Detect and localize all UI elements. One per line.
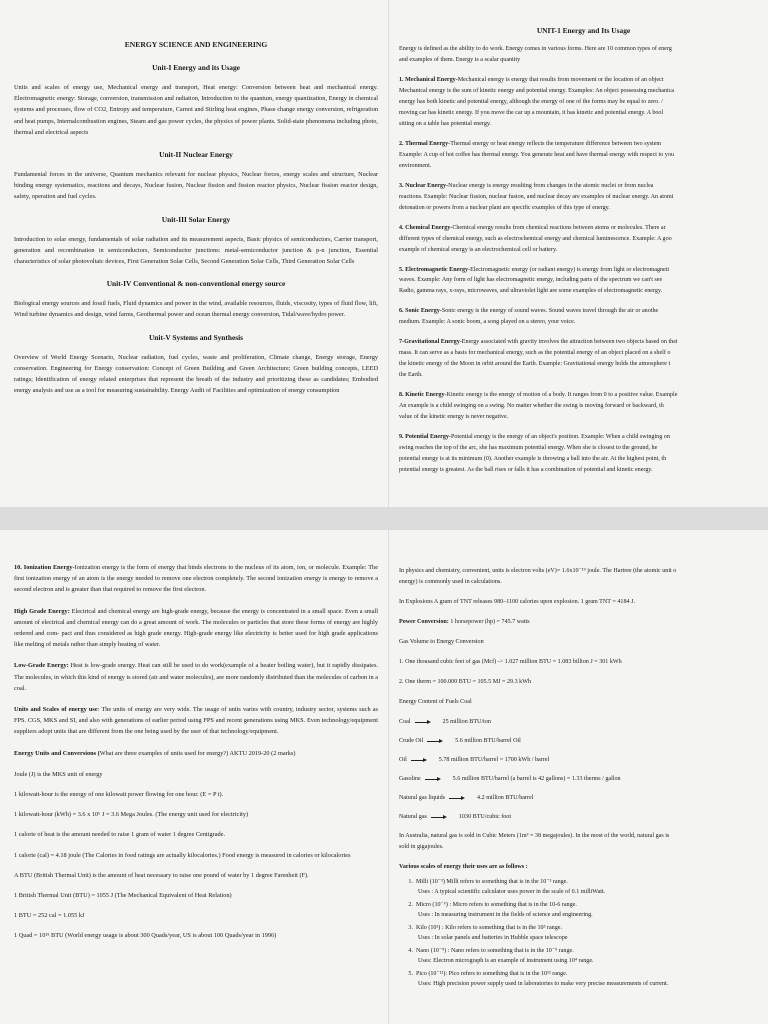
- unit-description: Introduction to solar energy, fundamentals of solar radiation and its measurement aspects, Basic physics of semiconductors, Carrier transport, generation and recombination in semiconductors, Semiconductor junctions: metal-semiconductor junction & p-n junction, Essential characteristics of solar photovoltaic devices, First Generation Solar Cells, Second Generation Solar Cells, Third Generation Solar Cells: [14, 235, 378, 266]
- energy-paragraph: [14, 606, 378, 651]
- fuel-name: Coal: [399, 719, 411, 726]
- energy-type-line: [399, 234, 768, 245]
- energy-type-text: reactions. Example: Nuclear fission, nuclear fusion, and nuclear decay are examples of nuclear energy. An atomi: [399, 193, 674, 200]
- energy-type-line: [399, 337, 768, 348]
- fuel-name: Crude Oil: [399, 738, 424, 745]
- scale-text: Pico (10⁻¹²): Pico refers to something that is in the 10¹² range.: [416, 971, 568, 978]
- energy-type-line: [399, 443, 768, 454]
- energy-type-line: [399, 348, 768, 359]
- scale-use-text: Uses: Electron micrograph is an example of instrument using 10⁴ range.: [418, 957, 594, 964]
- energy-type-line: [399, 275, 768, 286]
- energy-type-line: [399, 108, 768, 119]
- energy-type-text: waves. Example: Any form of light has electromagnetic energy, including parts of the spectrum we can't see: [399, 277, 663, 284]
- power-conversion-value: 1 horsepower (hp) = 745.7 watts: [450, 618, 530, 625]
- energy-type-line: [399, 286, 768, 297]
- energy-type-text: medium. Example: A sonic boom, a song played on a stereo, your voice.: [399, 319, 576, 326]
- energy-type-term: 2. Thermal Energy-: [399, 140, 451, 147]
- scale-use-text: Uses : In solar panels and batteries in Hubble space telescope: [418, 934, 568, 941]
- energy-type-line: [399, 192, 768, 203]
- unit-description: Biological energy sources and fossil fuels, Fluid dynamics and power in the wind, available resources, fluids, viscosity, types of fluid flow, lift, Wind turbine dynamics and design, wind farms, Geothermal power and ocean thermal energy conversion, Tidal/wave/hydro power.: [14, 300, 378, 319]
- fuel-row: [399, 774, 768, 785]
- energy-types-list: [399, 75, 768, 476]
- australia-line: In Australia, natural gas is sold in Cubic Meters (1m³ = 38 megajoules). In the most of the world, natural gas is: [399, 832, 670, 839]
- energy-type-text: mass. It can serve as a basis for mechanical energy, such as the potential energy of an object placed on a shelf o: [399, 350, 671, 357]
- energy-type-line: [399, 370, 768, 381]
- scale-item: [399, 900, 768, 910]
- energy-type-line: [399, 203, 768, 214]
- gas-volume-heading: Gas Volume to Energy Conversion: [399, 638, 484, 645]
- scale-item: [399, 923, 768, 933]
- scale-item: [399, 946, 768, 956]
- fuel-name: Natural gas: [399, 814, 427, 821]
- scale-number: 2.: [408, 901, 413, 908]
- energy-type-term: 5. Electromagnetic Energy-: [399, 266, 471, 273]
- fuel-value: 5.6 million BTU/barrel (a barrel is 42 gallons) = 1.33 therms / gallon: [452, 776, 621, 783]
- energy-type-line: [399, 75, 768, 86]
- energy-type-item: [399, 306, 768, 328]
- gas-conversion-1: 1. One thousand cubic feet of gas (Mcf) -> 1.027 million BTU = 1.083 billion J = 301 kWh: [399, 658, 622, 665]
- energy-types-page: [389, 0, 768, 507]
- conversion-line: 1 calorie of heat is the amount needed to raise 1 gram of water 1 degree Centigrade.: [14, 831, 226, 839]
- energy-type-text: detonation or powers from a nuclear plant are specific examples of this type of energy.: [399, 204, 610, 211]
- energy-type-text: different types of chemical energy, such as electrochemical energy and chemical luminescence. Example: A goo: [399, 235, 672, 242]
- energy-paragraph: [14, 748, 378, 759]
- energy-type-text: moving car has kinetic energy. If you move the car up a mountain, it has kinetic and potential energy. A bool: [399, 109, 664, 116]
- energy-type-line: [399, 265, 768, 276]
- energy-type-line: [399, 245, 768, 256]
- energy-type-text: Potential energy is the energy of an object's position. Example: When a child swinging on: [450, 434, 670, 441]
- energy-type-line: [399, 412, 768, 423]
- scale-text: Milli (10⁻³) Milli refers to something that is in the 10⁻³ range.: [416, 878, 568, 885]
- fuel-row: [399, 812, 768, 823]
- energy-type-item: [399, 139, 768, 172]
- energy-type-text: swing reaches the top of the arc, she has maximum potential energy. When she is closest to the ground, he: [399, 445, 658, 452]
- unit-heading: Unit-II Nuclear Energy: [159, 150, 233, 160]
- ev-line: In physics and chemistry, convenient, units is electron volts (eV)= 1.6x10⁻¹⁹ joule. The Hartree (the atomic unit o: [399, 568, 677, 574]
- arrow-icon: [427, 738, 445, 744]
- energy-type-text: energy has both kinetic and potential energy, although the energy of one of the forms may be equal to zero. /: [399, 98, 663, 105]
- energy-type-term: 7-Gravitational Energy-: [399, 339, 462, 346]
- scale-use-text: Uses : A typical scientific calculator uses power in the scale of 0.1 milliWatt.: [418, 888, 606, 895]
- energy-type-item: [399, 390, 768, 423]
- intro-paragraph: [399, 44, 768, 66]
- energy-scales-list: [399, 877, 768, 989]
- arrow-icon: [411, 757, 429, 763]
- paragraph-text: : The units of energy are very wide. The usage of units varies with country, industry sector, systems such as FPS. CGS, MKS and SI, and also with generations of earlier period using FPS and recent generations using MKS. Even technology/equipment suppliers adopt units that are different from the one being used by the user of that technology/equipment.: [14, 706, 378, 736]
- energy-type-text: Chemical energy results from chemical reactions between atoms or molecules. There ar: [452, 224, 666, 231]
- energy-type-text: the kinetic energy of the Moon in orbit around the Earth. Example: Gravitational energy holds the atmosphere t: [399, 361, 671, 368]
- power-conversion-line: Power Conversion: 1 horsepower (hp) = 745.7 watts: [399, 618, 530, 625]
- paragraph-term: 10. Ionization Energy-: [14, 564, 75, 571]
- energy-type-item: [399, 75, 768, 130]
- energy-type-line: [399, 139, 768, 150]
- scale-use-text: Uses: High precision power supply used in laboratories to make very precise measurements of current.: [418, 981, 669, 988]
- fuel-value: 5.78 million BTU/barrel = 1700 kWh / barrel: [438, 757, 550, 764]
- energy-type-item: [399, 265, 768, 298]
- energy-type-text: Mechanical energy is the sum of kinetic energy and potential energy. Examples: An object possessing mechanica: [399, 87, 675, 94]
- fuel-name: Oil: [399, 757, 407, 764]
- paragraph-term: Low-Grade Energy:: [14, 662, 69, 670]
- gas-conversion-2: 2. One therm = 100.000 BTU = 105.5 MJ = 29.3 kWh: [399, 678, 532, 685]
- scale-text: Nano (10⁻⁹) : Nano refers to something that is in the 10⁻⁹ range.: [416, 947, 574, 954]
- energy-type-line: [399, 454, 768, 465]
- fuel-value: 1030 BTU/cubic foot: [458, 814, 512, 821]
- conversion-line: Joule (J) is the MKS unit of energy: [14, 770, 103, 778]
- paragraph-term: Units and Scales of energy use: [14, 706, 98, 714]
- energy-type-line: [399, 401, 768, 412]
- paragraph-text: Ionization energy is the form of energy that binds electrons to the nucleus of its atom, ion, or molecule. Example: The first ionization energy of an atom is the energy needed to remove one electron completely. The second ionization energy is energy to remove a second electron and is greater than that required to remove the first electron.: [14, 564, 378, 594]
- fuel-value: 5.6 million BTU/barrel Oil: [455, 738, 521, 745]
- energy-type-text: value of the kinetic energy is never negative.: [399, 414, 509, 421]
- unit-description: Units and scales of energy use, Mechanical energy and transport, Heat energy: Conversion between heat and mechanical energy. Electromagnetic energy: Storage, conversion, transmission and radiation, Introduction to the quantum, energy quantization, Energy in chemical systems and processes, flow of CO2, Entropy and temperature, Carnot and Stirling heat engines, Phase change energy conversion, refrigeration and heat pumps, Internalcombustion engines, Steam and gas power cycles, the physics of power plants. Solid-state phenomena including photo, thermal and electrical aspects: [14, 84, 378, 136]
- australia-line: sold in gigajoules.: [399, 843, 444, 850]
- fuel-name: Gasoline: [399, 776, 421, 783]
- energy-type-text: Energy associated with gravity involves the attraction between two objects based on thei: [461, 339, 678, 346]
- fuel-name: Natural gas liquids: [399, 795, 446, 802]
- energy-type-text: Mechanical energy is energy that results from movement or the location of an object: [457, 76, 664, 83]
- intro-line: Energy is defined as the ability to do work. Energy comes in various forms. Here are 10 common types of energ: [399, 46, 672, 52]
- arrow-icon: [449, 795, 467, 801]
- energy-type-term: 9. Potential Energy-: [399, 434, 451, 441]
- energy-type-text: potential energy is greatest. As the ball rises or falls it has a combination of potential and kinetic energy.: [399, 467, 653, 474]
- fuel-content-list: [399, 717, 768, 823]
- unit-heading: Unit-IV Conventional & non-conventional energy source: [106, 279, 286, 289]
- scale-use: [399, 910, 768, 920]
- energy-grades-page: [0, 530, 388, 1024]
- unit-description: Overview of World Energy Scenario, Nuclear radiation, fuel cycles, waste and proliferation, Climate change, Energy storage, Energy conservation. Engineering for Energy conservation: Concept of Green Building and Green Architecture; Green building concepts, LEED ratings; Identification of energy related enterprises that represent the breath of the industry and prioritizing these as candidates; Embodied energy analysis and use as a tool for measuring sustainability. Energy Audit of Facilities and optimization of energy consumption: [14, 353, 378, 395]
- energy-type-line: [399, 223, 768, 234]
- scale-use: [399, 956, 768, 966]
- energy-type-line: [399, 150, 768, 161]
- fuel-content-heading: Energy Content of Fuels Coal: [399, 698, 472, 705]
- energy-type-item: [399, 337, 768, 381]
- energy-type-item: [399, 181, 768, 214]
- syllabus-units: [14, 63, 378, 396]
- scale-number: 3.: [408, 924, 413, 931]
- energy-conversions-page: [389, 530, 768, 1024]
- paragraph-term: High Grade Energy:: [14, 607, 70, 615]
- energy-type-line: [399, 432, 768, 443]
- energy-type-text: sitting on a table has potential energy.: [399, 120, 492, 127]
- unit-heading: Unit-V Systems and Synthesis: [148, 332, 244, 342]
- energy-type-item: [399, 432, 768, 476]
- fuel-row: [399, 717, 768, 728]
- scale-item: [399, 877, 768, 887]
- energy-paragraph: [14, 704, 378, 738]
- energy-type-text: Nuclear energy is energy resulting from changes in the atomic nuclei or from nuclea: [448, 182, 654, 189]
- paragraph-text: What are three examples of units used for energy?) AKTU 2019-20 (2 marks): [99, 749, 296, 757]
- energy-paragraph: [14, 562, 378, 596]
- scale-text: Kilo (10³) : Kilo refers to something that is in the 10³ range.: [416, 924, 562, 931]
- energy-type-line: [399, 86, 768, 97]
- scale-text: Micro (10⁻⁶) : Micro refers to something that is in the 10-6 range.: [416, 901, 577, 908]
- energy-type-text: Radio, gamma rays, x-rays, microwaves, and ultraviolet light are some examples of electromagnetic energy.: [399, 288, 663, 295]
- conversion-line: 1 Quad = 10¹⁵ BTU (World energy usage is about 300 Quads/year, US is about 100 Quads/year in 1996): [14, 932, 277, 940]
- syllabus-page: [0, 0, 388, 507]
- paragraph-text: Heat is low-grade energy. Heat can still be used to do work(example of a heater boiling water), but it rapidly dissipates. The molecules, in which this kind of energy is stored (air and water molecules), are more randomly distributed than the molecules of carbon in a coal.: [14, 662, 379, 692]
- unit-description: Fundamental forces in the universe, Quantum mechanics relevant for nuclear physics, Nuclear forces, energy scales and structure, Nuclear binding energy systematics, reactions and decays, Nuclear fusion, Nuclear fission and fission reactor physics, Nuclear fission reactor design, safety, operation and fuel cycles.: [14, 171, 378, 201]
- energy-type-line: [399, 390, 768, 401]
- arrow-icon: [425, 776, 443, 782]
- energy-type-line: [399, 119, 768, 130]
- document-title: ENERGY SCIENCE AND ENGINEERING: [124, 40, 268, 49]
- fuel-row: [399, 755, 768, 766]
- scale-use: [399, 933, 768, 943]
- energy-type-line: [399, 465, 768, 476]
- energy-type-term: 1. Mechanical Energy-: [399, 76, 458, 83]
- fuel-value: 25 million BTU/ton: [442, 719, 491, 726]
- energy-type-term: 4. Chemical Energy-: [399, 224, 453, 231]
- energy-type-line: [399, 317, 768, 328]
- paragraph-term: Energy Units and Conversions (: [14, 749, 100, 757]
- conversion-line: 1 calorie (cal) = 4.18 joule (The Calories in food ratings are actually kilocalories.) Food energy is measured in calories or kilocalories: [14, 851, 351, 859]
- ev-line: energy) is commonly used in calculations.: [399, 578, 502, 585]
- scale-number: 5.: [408, 971, 413, 978]
- arrow-icon: [415, 719, 433, 725]
- energy-type-text: potential energy is at its minimum (0). Another example is throwing a ball into the air. At the highest point, th: [399, 456, 667, 463]
- energy-grade-paragraphs: [14, 562, 378, 759]
- scale-number: 4.: [408, 947, 413, 954]
- energy-type-text: the Earth.: [399, 372, 423, 379]
- energy-type-line: [399, 306, 768, 317]
- arrow-icon: [431, 814, 449, 820]
- unit-heading: Unit-I Energy and its Usage: [152, 63, 240, 72]
- conversion-line: 1 kilowatt-hour is the energy of one kilowatt power flowing for one hour. (E = P t).: [14, 791, 224, 799]
- scale-use: [399, 887, 768, 897]
- unit-heading: Unit-III Solar Energy: [161, 214, 231, 224]
- energy-type-item: [399, 223, 768, 256]
- conversion-line: 1 kilowatt-hour (kWh) = 3.6 x 10⁶ J = 3.6 Mega Joules. (The energy unit used for electricity): [14, 811, 249, 819]
- energy-type-line: [399, 161, 768, 172]
- scale-use-text: Uses : In measuring instrument in the fields of science and engineering.: [418, 911, 593, 918]
- energy-type-term: 6. Sonic Energy-: [399, 308, 442, 315]
- conversion-line: A BTU (British Thermal Unit) is the amount of heat necessary to raise one pound of water by 1 degree Farenheit (F).: [14, 871, 309, 879]
- tnt-line: In Explosions A gram of TNT releases 980–1100 calories upon explosion. 1 gram TNT = 4184 J.: [399, 598, 635, 605]
- scale-use: [399, 979, 768, 989]
- energy-type-term: 8. Kinetic Energy-: [399, 392, 447, 399]
- energy-type-text: Sonic energy is the energy of sound waves. Sound waves travel through the air or anothe: [441, 308, 659, 315]
- conversion-line: 1 BTU = 252 cal = 1.055 kJ: [14, 912, 85, 920]
- energy-type-term: 3. Nuclear Energy-: [399, 182, 449, 189]
- energy-type-line: [399, 97, 768, 108]
- energy-type-line: [399, 181, 768, 192]
- energy-type-line: [399, 359, 768, 370]
- intro-line: and examples of them. Energy is a scalar quantity: [399, 56, 521, 63]
- energy-type-text: An example is a child swinging on a swing. No matter whether the swing is moving forward or backward, th: [399, 403, 664, 410]
- paragraph-text: Electrical and chemical energy are high-grade energy, because the energy is concentrated in a small space. Even a small amount of electrical and chemical energy can do a great amount of work. The molecules or particles that store these forms of energy are highly ordered and com- pact and thus considered as high grade energy. High-grade energy like electricity is better used for high grade applications like melting of metals rather than simply heating of water.: [14, 607, 378, 649]
- energy-type-text: Thermal energy or heat energy reflects the temperature difference between two system: [450, 140, 662, 147]
- scale-number: 1.: [408, 878, 413, 885]
- fuel-row: [399, 736, 768, 747]
- scale-item: [399, 969, 768, 979]
- energy-type-text: Electromagnetic energy (or radiant energy) is energy from light or electromagneti: [470, 266, 670, 273]
- scales-heading: Various scales of energy their uses are as follows :: [399, 863, 528, 870]
- fuel-row: [399, 793, 768, 804]
- energy-type-text: Kinetic energy is the energy of motion of a body. It ranges from 0 to a positive value. Example: [446, 392, 678, 399]
- conversion-line: 1 British Thermal Unit (BTU) = 1055 J (The Mechanical Equivalent of Heat Relation): [14, 892, 232, 900]
- fuel-value: 4.2 million BTU/barrel: [477, 795, 534, 802]
- energy-type-text: example of chemical energy is an electrochemical cell or battery.: [399, 246, 558, 253]
- unit-conversion-lines: [14, 769, 378, 942]
- energy-paragraph: [14, 660, 378, 694]
- energy-type-text: environment.: [399, 162, 432, 169]
- unit-heading: UNIT-1 Energy and Its Usage: [536, 26, 631, 35]
- energy-type-text: Example: A cup of hot coffee has thermal energy. You generate heat and have thermal energy with respect to you: [399, 151, 674, 158]
